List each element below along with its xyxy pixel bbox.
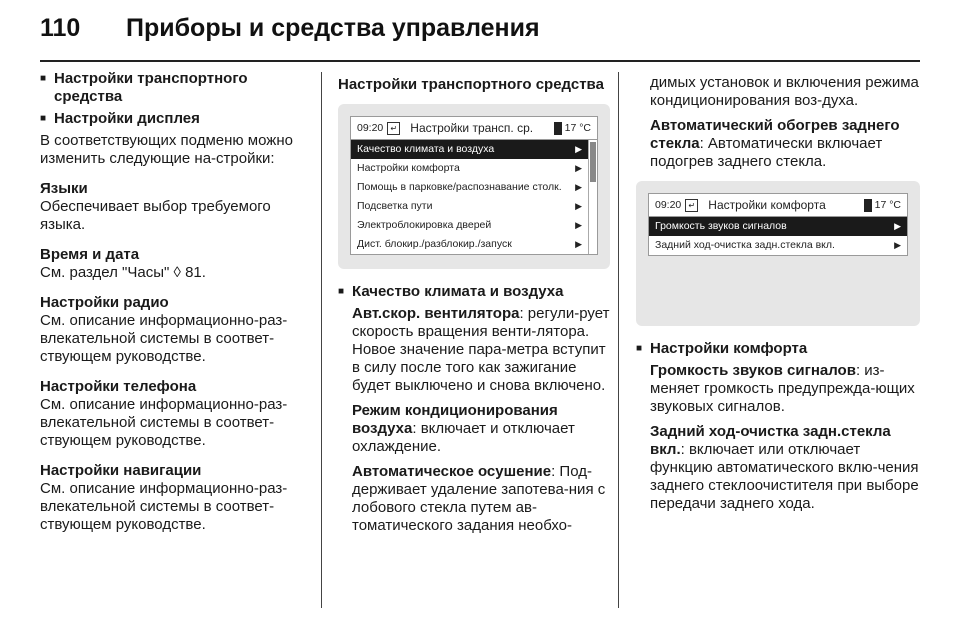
menu-list [351,140,588,254]
back-icon: ↵ [387,122,400,135]
screen-temp: 17 °C [564,121,591,134]
bullet-item: ■ Настройки комфорта [636,340,920,358]
bullet-item: ■ Настройки дисплея [40,110,310,128]
header-rule [40,60,920,62]
screen-titlebar [351,117,597,140]
entry-term: Громкость звуков сигналов [650,362,856,379]
menu-item[interactable] [351,235,588,254]
back-icon: ↵ [685,199,698,212]
lcd-screen [648,193,908,256]
menu-item-label: Громкость звуков сигналов [655,220,787,232]
entry-text: : Автоматически включает подогрев заднего стекла. [650,135,883,170]
chevron-right-icon: ▶ [575,144,582,154]
section-text: См. раздел "Часы" ◊ 81. [40,264,206,281]
entry-term: Автоматическое осушение [352,463,552,480]
menu-item[interactable] [649,217,907,236]
entry-text: : Под-держивает удаление запотева-ния с лобового стекла путем ав-томатического задания необхо- [352,463,606,534]
menu-item-label: Электроблокировка дверей [357,219,492,231]
column-1 [40,70,310,546]
thermometer-icon [554,122,562,135]
section-heading: Настройки транспортного средства [338,76,604,93]
intro-text: В соответствующих подменю можно изменить следующие на-стройки: [40,132,293,167]
section [40,246,310,282]
chevron-right-icon: ▶ [575,182,582,192]
chevron-right-icon: ▶ [575,201,582,211]
chevron-right-icon: ▶ [894,240,901,250]
entry [650,117,920,171]
screen-titlebar [649,194,907,217]
screen-time: 09:20 [655,198,682,211]
scrollbar[interactable] [588,140,597,254]
screen-temp: 17 °C [874,198,901,211]
menu-item[interactable] [351,140,588,159]
section [40,294,310,366]
entries [338,305,610,535]
entry [650,362,920,416]
menu-item[interactable] [351,197,588,216]
entry-text: : из-меняет громкость предупрежда-ющих звуковых сигналов. [650,362,915,415]
section [40,462,310,534]
scrollbar-thumb[interactable] [590,142,596,182]
display-screenshot [636,181,920,326]
section-text: Обеспечивает выбор требуемого языка. [40,198,271,233]
section-heading: Настройки радио [40,294,169,311]
menu-item[interactable] [351,216,588,235]
entry [352,402,610,456]
chevron-right-icon: ▶ [575,163,582,173]
chevron-right-icon: ▶ [894,221,901,231]
column-divider [321,72,322,608]
column-2 [338,70,610,542]
section-heading: Языки [40,180,88,197]
thermometer-icon [864,199,872,212]
menu-item[interactable] [351,159,588,178]
entry [352,305,610,395]
chevron-right-icon: ▶ [575,220,582,230]
entry-term: Задний ход-очистка задн.стекла вкл. [650,423,891,458]
chevron-right-icon: ▶ [575,239,582,249]
display-screenshot [338,104,610,269]
section-text: См. описание информационно-раз-влекательной системы в соответ-ствующем руководстве. [40,312,288,365]
section [40,378,310,450]
entry-text: : включает и отключает охлаждение. [352,420,575,455]
column-divider [618,72,619,608]
page-title: Приборы и средства управления [126,14,540,42]
menu-item-label: Качество климата и воздуха [357,143,495,155]
menu-item-label: Подсветка пути [357,200,433,212]
menu-item-label: Дист. блокир./разблокир./запуск [357,238,512,250]
entries [636,362,920,513]
screen-title: Настройки трансп. ср. [410,120,534,135]
section-text: См. описание информационно-раз-влекательной системы в соответ-ствующем руководстве. [40,396,288,449]
entry [352,463,610,535]
screen-title: Настройки комфорта [708,197,826,212]
bullet-item: ■ Настройки транспортного средства [40,70,310,106]
section-text: См. описание информационно-раз-влекательной системы в соответ-ствующем руководстве. [40,480,288,533]
entries [636,74,920,171]
menu-item[interactable] [649,236,907,255]
screen-time: 09:20 [357,121,384,134]
page-header [40,14,540,43]
menu-item-label: Настройки комфорта [357,162,460,174]
menu-item[interactable] [351,178,588,197]
section-heading: Настройки телефона [40,378,197,395]
menu-item-label: Задний ход-очистка задн.стекла вкл. [655,239,835,251]
section-heading: Время и дата [40,246,140,263]
menu-item-label: Помощь в парковке/распознавание столк. [357,181,562,193]
lcd-screen [350,116,598,255]
entry-term: Режим кондиционирования воздуха [352,402,558,437]
page-number: 110 [40,14,81,42]
entry-term: Автоматический обогрев заднего стекла [650,117,900,152]
section-heading: Настройки навигации [40,462,202,479]
entry-text: : регули-рует скорость вращения венти-лятора. Новое значение пара-метра вступит в силу после того как зажигание будет выключено и снова включено. [352,305,610,394]
column-3 [636,74,920,520]
screen-menu [351,140,597,254]
entry-text: : включает или отключает функцию автоматического вклю-чения заднего стеклоочистителя при выборе передачи заднего хода. [650,441,919,512]
section [40,180,310,234]
entry [650,423,920,513]
bullet-item: ■ Качество климата и воздуха [338,283,610,301]
continued-text: димых установок и включения режима кондиционирования воз-духа. [650,74,919,109]
entry-term: Авт.скор. вентилятора [352,305,520,322]
